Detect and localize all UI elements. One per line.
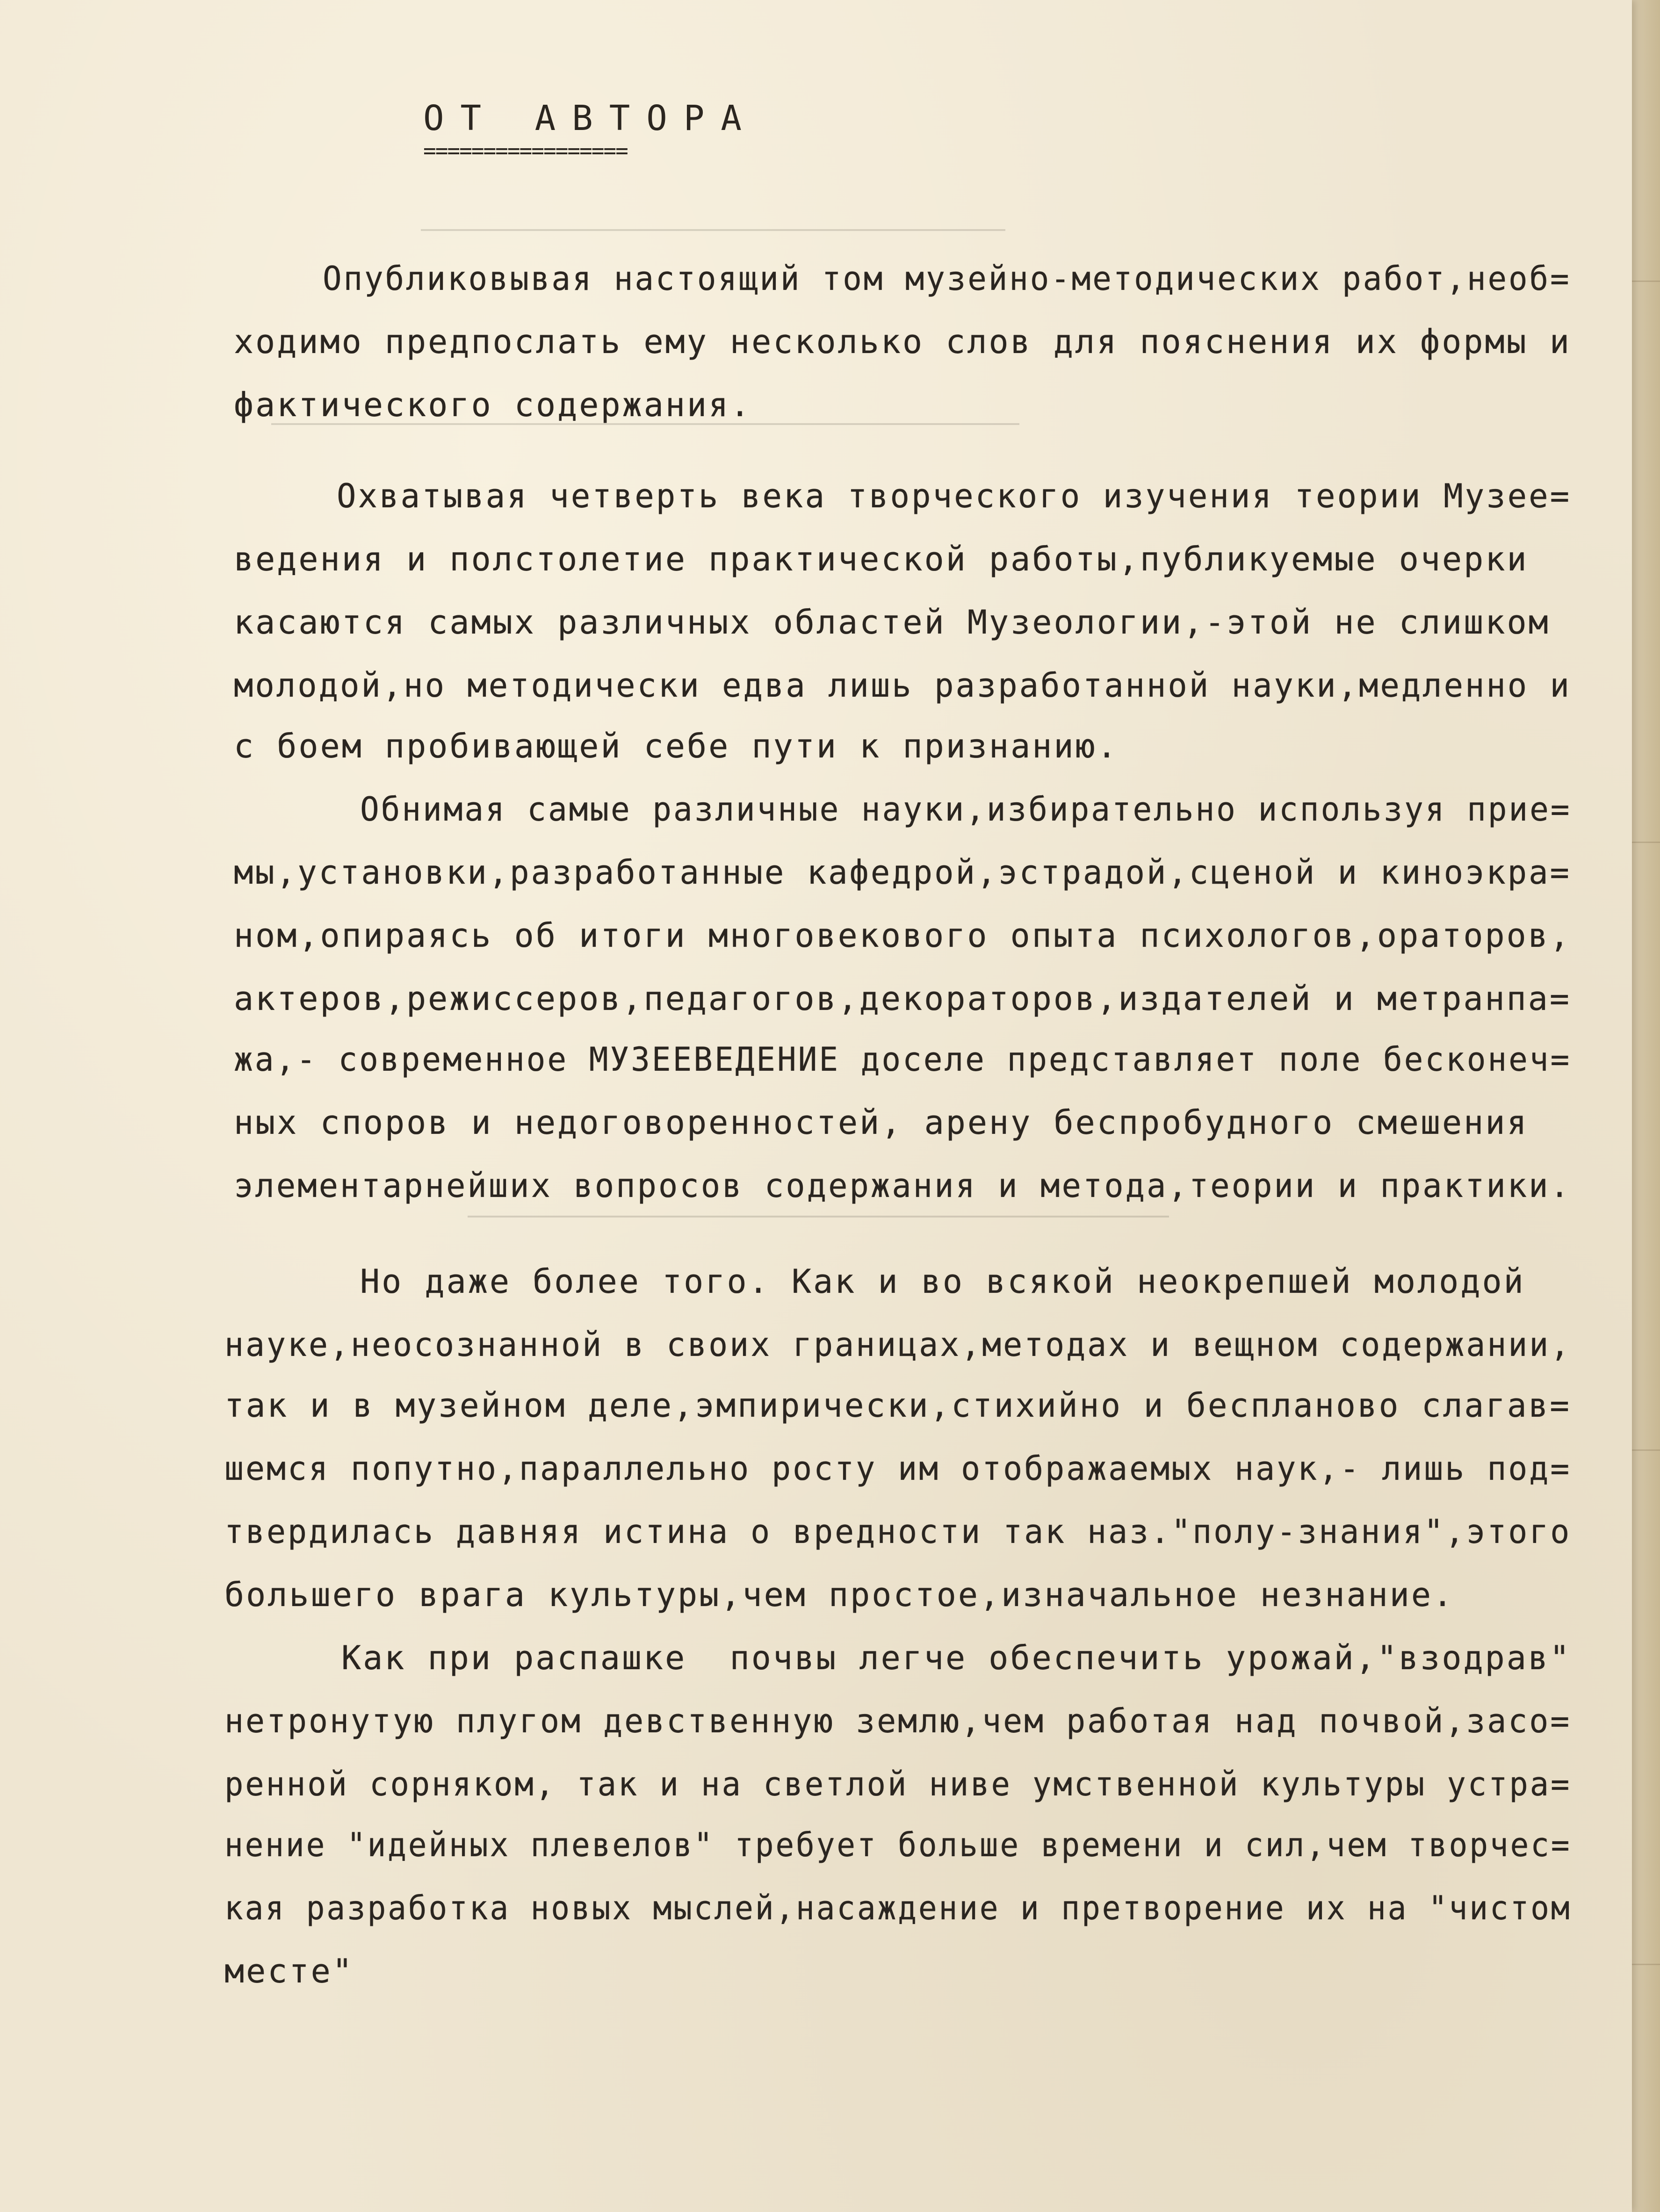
text-line: Как при распашке почвы легче обеспечить урожай,"взодрав" bbox=[341, 1639, 1572, 1677]
text-line: месте" bbox=[224, 1952, 354, 1990]
text-line: Охватывая четверть века творческого изучения теории Музее= bbox=[337, 477, 1572, 515]
page-title: ОТ АВТОРА bbox=[423, 98, 758, 138]
text-line: Опубликовывая настоящий том музейно-методических работ,необ= bbox=[323, 259, 1571, 298]
text-line: шемся попутно,параллельно росту им отображаемых наук,- лишь под= bbox=[224, 1449, 1572, 1488]
text-line: ведения и полстолетие практической работы,публикуемые очерки bbox=[234, 540, 1529, 578]
text-line: молодой,но методически едва лишь разработанной науки,медленно и bbox=[234, 666, 1571, 705]
text-line: Обнимая самые различные науки,избирательно используя прие= bbox=[360, 790, 1572, 829]
text-line: фактического содержания. bbox=[234, 386, 752, 424]
faint-mark bbox=[421, 229, 1005, 231]
text-line: актеров,режиссеров,педагогов,декораторов,издателей и метранпа= bbox=[234, 980, 1572, 1018]
text-line: жа,- современное МУЗЕЕВЕДЕНИЕ доселе представляет поле бесконеч= bbox=[234, 1040, 1572, 1079]
text-line: ренной сорняком, так и на светлой ниве умственной культуры устра= bbox=[224, 1765, 1572, 1803]
text-line: с боем пробивающей себе пути к признанию. bbox=[234, 727, 1119, 765]
text-line: ходимо предпослать ему несколько слов для пояснения их формы и bbox=[234, 323, 1572, 361]
text-line: большего врага культуры,чем простое,изначальное незнание. bbox=[224, 1576, 1455, 1614]
faint-mark bbox=[468, 1216, 1169, 1218]
text-line: элементарнейших вопросов содержания и метода,теории и практики. bbox=[234, 1167, 1571, 1205]
title-underline: ================= bbox=[423, 138, 628, 163]
text-line: кая разработка новых мыслей,насаждение и претворение их на "чистом bbox=[224, 1889, 1572, 1927]
text-line: твердилась давняя истина о вредности так наз."полу-знания",этого bbox=[224, 1513, 1572, 1551]
text-line: ном,опираясь об итоги многовекового опыта психологов,ораторов, bbox=[234, 916, 1572, 955]
text-line: нение "идейных плевелов" требует больше времени и сил,чем творчес= bbox=[224, 1826, 1572, 1864]
text-line: мы,установки,разработанные кафедрой,эстрадой,сценой и киноэкра= bbox=[234, 853, 1571, 892]
text-line: касаются самых различных областей Музеологии,-этой не слишком bbox=[234, 603, 1550, 641]
text-line: ных споров и недоговоренностей, арену беспробудного смешения bbox=[234, 1103, 1529, 1142]
text-line: нетронутую плугом девственную землю,чем работая над почвой,засо= bbox=[224, 1702, 1572, 1740]
text-line: так и в музейном деле,эмпирически,стихийно и бесплановo слагав= bbox=[224, 1386, 1572, 1425]
text-line: Но даже более того. Как и во всякой неокрепшей молодой bbox=[360, 1262, 1525, 1301]
text-line: науке,неосознанной в своих границах,методах и вещном содержании, bbox=[224, 1326, 1572, 1364]
